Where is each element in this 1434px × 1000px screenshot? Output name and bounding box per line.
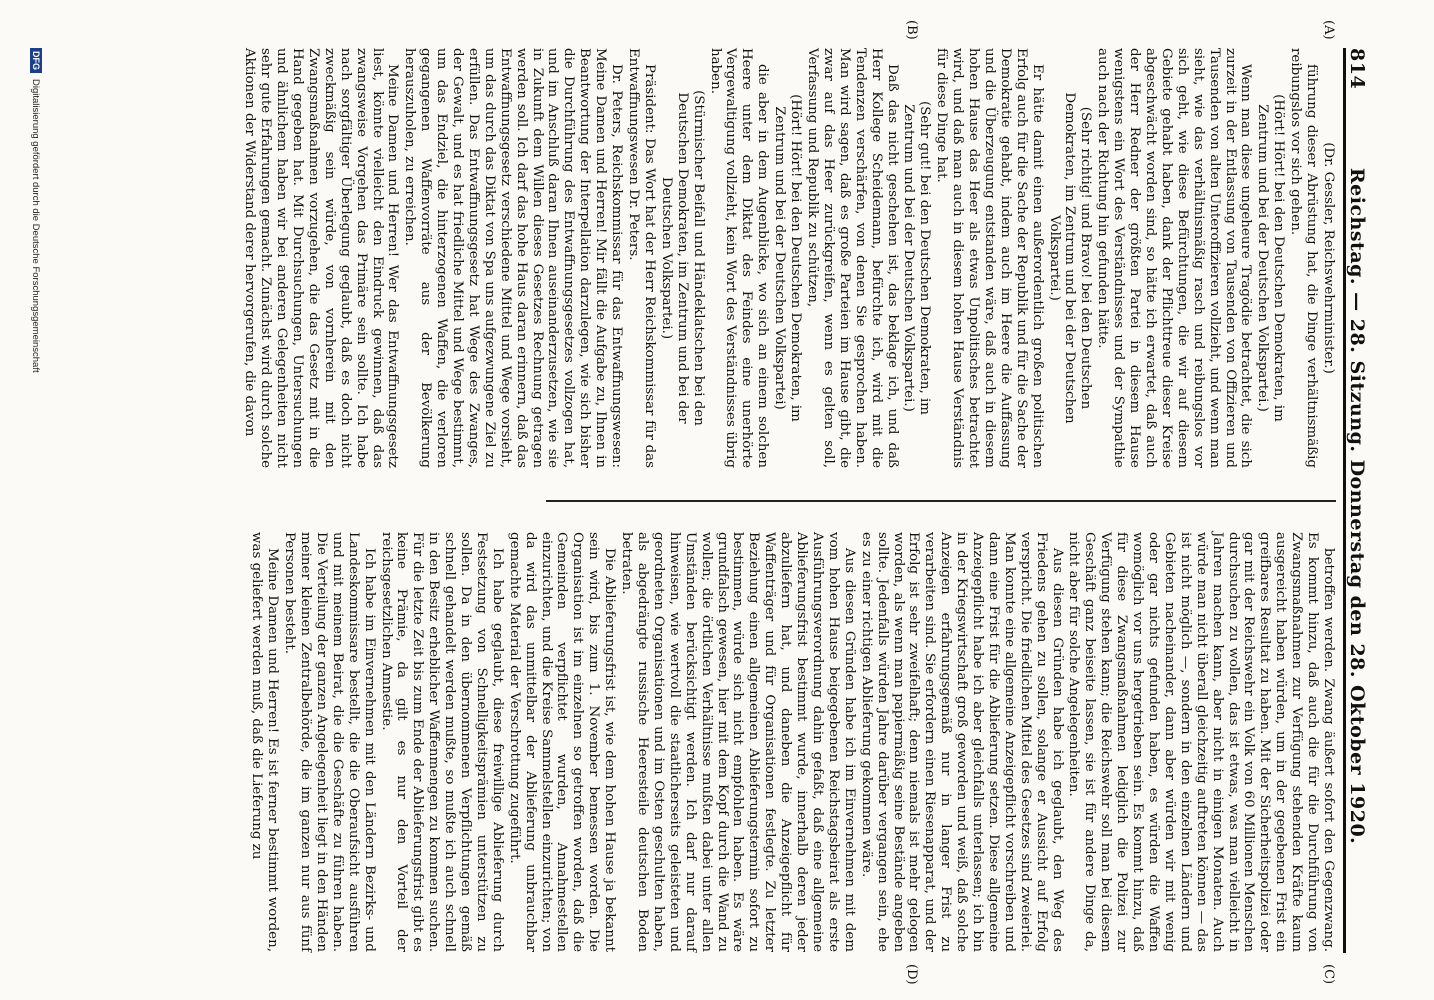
paragraph: Aus diesen Gründen habe ich im Einvernehmen mit dem vom hohen Hause beigegebenen Reichstagsbeirat als erste Ausführungsverordnung dahin gefaßt, daß eine allgemeine Ablieferungsfrist bestimmt wurde, innerhalb deren jeder abzuliefern hat, und daneben die Anzeigepflicht für Waffenträger und für Organisationen festlegte. Zu letzter Beziehung einen allgemeinen Ablieferungstermin sofort zu bestimmen, würde sich nicht empfohlen haben. Es wäre grundfalsch gewesen, hier mit dem Kopf durch die Wand zu wollen; die örtlichen Verhältnisse mußten dabei unter allen Umständen berücksichtigt werden. Ich darf nur darauf hinweisen, wie wertvoll die staatlicherseits geleisteten und geordneten Organisationen und im Osten geschulten haben, als abgedrängte russische Heeresteile deutschen Boden betraten.: [619, 532, 857, 952]
stage-direction: (Hört! Hört! bei den Deutschen Demokraten, im Zentrum und bei der Deutschen Volkspartei.): [1255, 94, 1287, 422]
paragraph: Ich habe im Einvernehmen mit den Ländern Bezirks- und Landeskommissare bestellt, die die Oberaufsicht ausführen und mit meinem Beirat, die die Geschäfte zu führen haben. Die Verteilung der ganzen Angelegenheit liegt in den Händen meiner kleinen Zentralbehörde, die im ganzen nur aus fünf Personen besteht.: [282, 532, 377, 952]
stage-direction: (Sehr richtig! und Bravo! bei den Deutschen Demokraten, im Zentrum und bei der Deutschen Volkspartei.): [1046, 92, 1094, 424]
paragraph: betroffen werden. Zwang äußert sofort den Gegenzwang. Es kommt hinzu, daß auch die für die Durchführung von Zwangsmaßnahmen zur Verfügung stehenden Kräfte kaum ausgereicht haben würden, um in der gegebenen Frist ein greifbares Resultat zu haben. Mit der Sicherheitspolizei oder gar mit der Reichswehr ein Volk von 60 Millionen Menschen durchsuchen zu wollen, das ist etwas, was man vielleicht in Jahren machen kann, aber nicht in einigen Monaten. Auch würde man nicht überall gleichzeitig auftreten können — das ist nicht möglich —, sondern in den einzelnen Ländern und Gebieten nacheinander, dann aber würden wir mit wenig oder gar nichts gefunden haben, es würden die Waffen womöglich vor uns hergetrieben sein. Es kommt hinzu, daß für diese Zwangsmaßnahmen lediglich die Polizei zur Verfügung stehen kann; die Reichswehr soll man bei diesem Geschäft ganz beiseite lassen, sie ist für andere Dinge da, nicht aber für solche Angelegenheiten.: [1066, 532, 1336, 952]
paragraph: Daß das nicht geschehen ist, das beklage ich, und daß Herr Kollege Scheidemann, befürchte ich, wird mit die Tendenzen verschärfen, von denen Sie gesprochen haben. Man wird sagen, daß es große Parteien im Hause gibt, die zwar auf das Heer zurückgreifen, wenn es gelten soll, Verfassung und Republik zu schützen,: [805, 48, 900, 468]
paragraph: führung dieser Abrüstung hat, die Dinge verhältnismäßig reibungslos vor sich gehen.: [1288, 48, 1320, 468]
margin-letter-c: (C): [1321, 964, 1336, 985]
column-divider: [546, 500, 1336, 502]
stage-direction: (Dr. Gessler, Reichswehrminister.): [1321, 142, 1336, 374]
right-text-column: [249, 532, 1336, 952]
paragraph: Er hätte damit einen außerordentlich großen politischen Erfolg auch für die Sache der Republik und für die Sache der Demokratie gehabt, indem auch im Heere die Auffassung und die Überzeugung entstanden wäre, daß auch in diesem hohen Hause das Heer als etwas Unpolitisches betrachtet wird, und daß man auch in diesem hohen Hause Verständnis für diese Dinge hat.: [934, 48, 1045, 468]
stage-direction: (Stürmischer Beifall und Händeklatschen bei den Deutschen Demokraten, im Zentrum und bei der Deutschen Volkspartei.): [658, 90, 706, 426]
margin-letter-b: (B): [904, 20, 919, 40]
page-header: [1343, 48, 1386, 953]
paragraph: Ich habe geglaubt, diese freiwillige Ablieferung durch Festsetzung von Schnelligkeitsprämien unterstützen zu sollen. Da in den übernommenen Verpflichtungen gemäß schnell gehandelt werden mußte, so mußte ich auch schnell in den Besitz erheblicher Waffenmengen zu kommen suchen. Für die letzte Zeit bis zum Ende der Ablieferungsfrist gibt es keine Prämie, da gilt es nur den Vorteil der reichsgesetzlichen Amnestie.: [378, 532, 505, 952]
stage-direction: (Hört! Hört! bei den Deutschen Demokraten, im Zentrum und bei der Deutschen Volkspartei): [772, 94, 804, 422]
paragraph: die aber in dem Augenblicke, wo sich an einem solchen Heere unter dem Diktat des Feindes eine unerhörte Vergewaltigung vollzieht, kein Wort des Verständnisses übrig haben.: [707, 48, 771, 468]
paragraph: Die Ablieferungsfrist ist, wie dem hohen Hause ja bekannt sein wird, bis zum 1. November bemessen worden. Die Organisation ist im einzelnen so getroffen worden, daß die Gemeinden verpflichtet wurden, Annahmestellen einzurichten, und die Kreise Sammelstellen einzurichten; von da wird das unmittelbar der Ablieferung unbrauchbar gemachte Material der Verschrottung zugeführt.: [506, 532, 618, 952]
dfg-logo: DFG: [30, 48, 42, 73]
paragraph: Aus diesen Gründen habe ich geglaubt, den Weg des Friedens gehen zu sollen, solange er Aussicht auf Erfolg verspricht. Die friedlichen Mittel des Gesetzes sind zweierlei. Man konnte eine allgemeine Anzeigepflicht vorschreiben und dann eine Frist für die Ablieferung setzen. Diese allgemeine Anzeigepflicht habe ich aber gleichfalls unterlassen; ich bin in der Kriegswirtschaft groß geworden und weiß, daß solche Anzeigen erfahrungsgemäß nur in langer Frist zu verarbeiten sind. Sie erfordern einen Riesenapparat, und der Erfolg ist sehr zweifelhaft; denn niemals ist mehr gelogen worden, als wenn man papiermäßig seine Bestände angeben sollte. Jedenfalls würden Jahre darüber vergangen sein, ehe es zu einer richtigen Ablieferung gekommen wäre.: [858, 532, 1065, 952]
paragraph: Dr. Peters, Reichskommissar für das Entwaffnungswesen: Meine Damen und Herren! Mir fällt die Aufgabe zu, Ihnen in Beantwortung der Interpellation darzulegen, wie sich bisher die Durchführung des Entwaffnungsgesetzes vollzogen hat, und im Anschluß daran Ihnen auseinanderzusetzen, wie sie in Zukunft dem Willen dieses Gesetzes Rechnung getragen werden soll. Ich darf das hohe Haus daran erinnern, daß das Entwaffnungsgesetz verschiedene Mittel und Wege vorsieht, um das durch das Diktat von Spa uns aufgezwungene Ziel zu erfüllen. Das Entwaffnungsgesetz hat Wege des Zwanges, der Gewalt, und es hat friedliche Mittel und Wege bestimmt, um das Endziel, die hinterzogenen Waffen, die verloren gegangenen Waffenvorräte aus der Bevölkerung herauszuholen, zu erreichen.: [402, 48, 625, 468]
funding-note: Digitalisierung gefördert durch die Deutsche Forschungsgemeinschaft: [30, 79, 42, 373]
paragraph: Wenn man diese ungeheure Tragödie betrachtet, die sich zurzeit in der Entlassung von Tausenden von Offizieren und Tausenden von alten Unteroffizieren vollzieht, und wenn man sieht, wie das verhältnismäßig rasch und reibungslos vor sich geht, wie diese Befürchtungen, die wir auf diesem Gebiete gehabt haben, dank der Pflichttreue dieser Kreise abgeschwächt worden sind, so hätte ich erwartet, daß auch der Herr Redner der größten Partei in diesem Hause wenigstens ein Wort des Verständnisses und der Sympathie auch nach der Richtung hin gefunden hätte.: [1095, 48, 1254, 468]
page-number: 814: [1346, 48, 1368, 90]
left-text-column: [242, 48, 1336, 468]
paragraph: Meine Damen und Herren! Wer das Entwaffnungsgesetz liest, könnte vielleicht den Eindruck gewinnen, daß das zwangsweise Vorgehen das Primäre sein sollte. Ich habe nach sorgfältiger Überlegung geglaubt, daß es doch nicht zweckmäßig sein würde, von vornherein mit den Zwangsmaßnahmen vorzugehen, die das Gesetz mit in die Hand gegeben hat. Mit Durchsuchungen, Untersuchungen und ähnlichem haben wir bei anderen Gelegenheiten nicht sehr gute Erfahrungen gemacht. Zunächst wird durch solche Aktionen der Widerstand derer hervorgerufen, die davon: [242, 48, 401, 468]
margin-letter-a: (A): [1321, 20, 1336, 40]
page-footer: [30, 48, 42, 953]
speaker-line: Präsident: Das Wort hat der Herr Reichskommissar für das Entwaffnungswesen Dr. Peters.: [626, 48, 657, 468]
margin-letter-d: (D): [904, 964, 919, 985]
page-title: Reichstag. — 28. Sitzung. Donnerstag den 28. Oktober 1920.: [1346, 167, 1368, 845]
paragraph: Meine Damen und Herren! Es ist ferner bestimmt worden, was geliefert werden muß, daß die Lieferung zu: [249, 532, 281, 952]
stage-direction: (Sehr gut! bei den Deutschen Demokraten, im Zentrum und bei der Deutschen Volkspartei.): [901, 100, 933, 416]
